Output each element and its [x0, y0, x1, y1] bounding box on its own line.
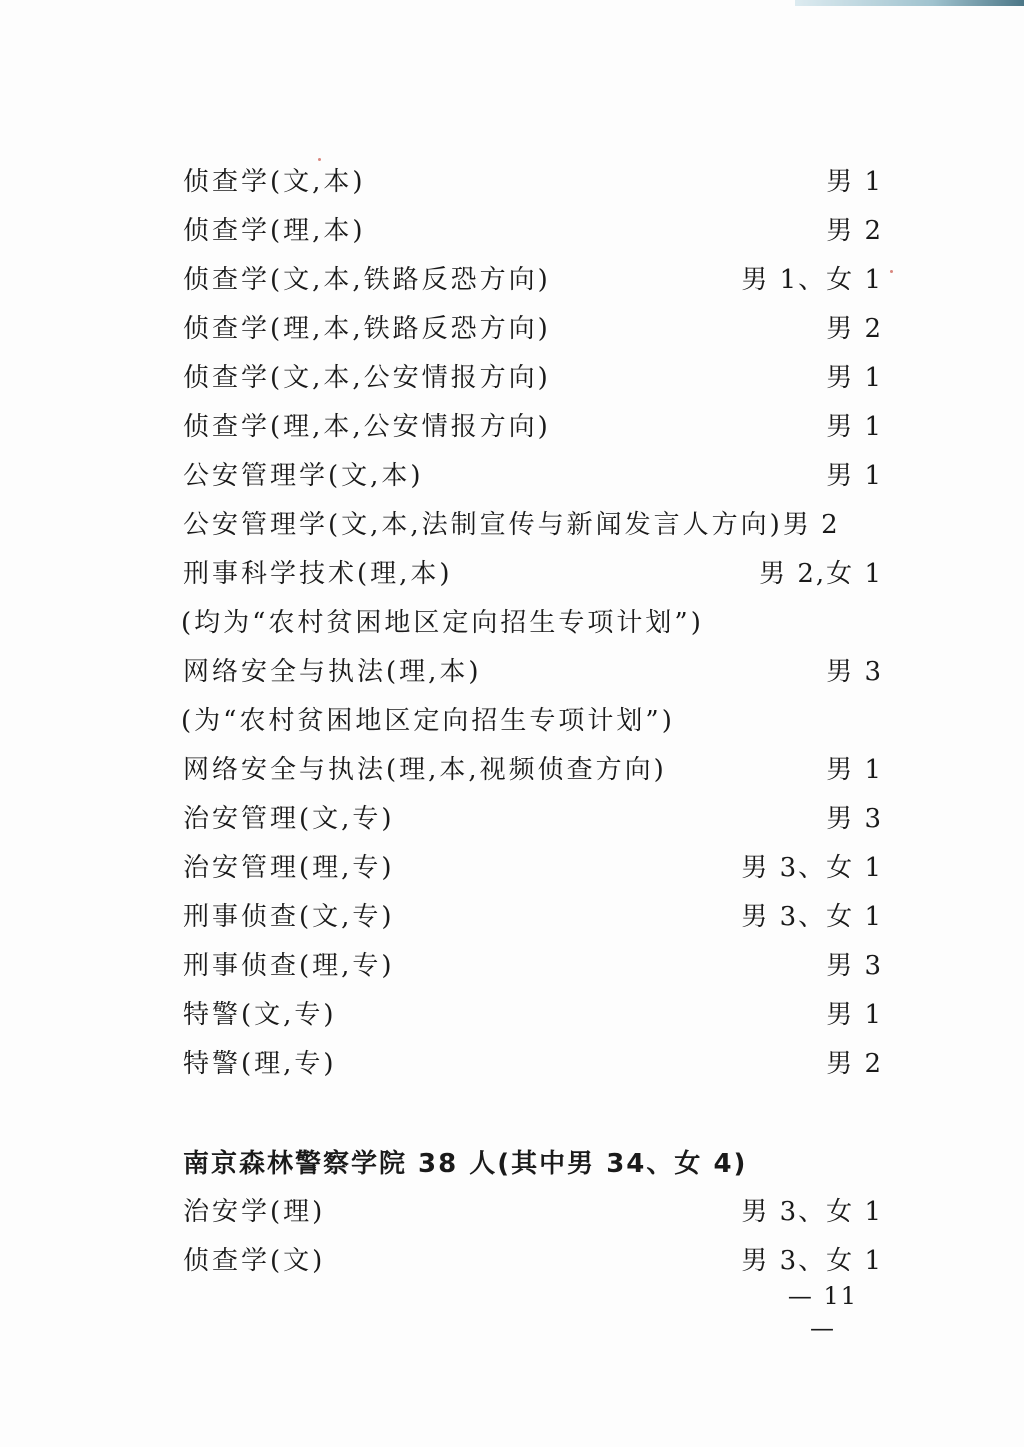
program-label: 刑事侦查(文,专): [183, 902, 395, 932]
plan-note: (为“农村贫困地区定向招生专项计划”): [181, 706, 675, 736]
program-label: 特警(文,专): [183, 1000, 337, 1030]
list-item: [183, 358, 883, 398]
list-item: [183, 456, 883, 496]
list-item: [183, 407, 883, 447]
list-item: [183, 799, 883, 839]
list-item: [183, 162, 883, 202]
program-label: 治安管理(文,专): [183, 804, 395, 834]
quota-value: 男 2: [782, 510, 840, 540]
quota-value: 男 1: [826, 167, 883, 197]
page-number: — 11 —: [787, 1282, 859, 1342]
quota-value: 男 3、女 1: [741, 902, 883, 932]
scan-speck: [890, 270, 893, 273]
list-item: [183, 211, 883, 251]
program-label: 侦查学(理,本): [183, 216, 366, 246]
quota-value: 男 2,女 1: [759, 559, 883, 589]
plan-note: (均为“农村贫困地区定向招生专项计划”): [181, 608, 704, 638]
list-item: [183, 946, 883, 986]
list-item: [183, 897, 883, 937]
program-label: 侦查学(文): [183, 1246, 326, 1276]
quota-value: 男 2: [826, 314, 883, 344]
list-item: [183, 554, 883, 594]
quota-value: 男 3: [826, 657, 883, 687]
institution-heading: 南京森林警察学院 38 人(其中男 34、女 4): [183, 1149, 748, 1179]
list-item: [183, 1044, 883, 1084]
scan-speck: [318, 158, 321, 161]
program-label: 刑事科学技术(理,本): [183, 559, 453, 589]
list-item: [183, 1192, 883, 1232]
list-item: [183, 505, 883, 545]
program-label: 治安学(理): [183, 1197, 326, 1227]
quota-value: 男 2: [826, 1049, 883, 1079]
program-label: 特警(理,专): [183, 1049, 337, 1079]
list-item: [183, 995, 883, 1035]
quota-value: 男 3: [826, 804, 883, 834]
scan-edge-mark: [795, 0, 1024, 6]
quota-value: 男 1: [826, 363, 883, 393]
quota-value: 男 3、女 1: [741, 853, 883, 883]
program-label: 治安管理(理,专): [183, 853, 395, 883]
program-label: 侦查学(理,本,铁路反恐方向): [183, 314, 551, 344]
quota-value: 男 1: [826, 412, 883, 442]
program-label: 网络安全与执法(理,本,视频侦查方向): [183, 755, 667, 785]
quota-value: 男 1、女 1: [741, 265, 883, 295]
list-item: [183, 309, 883, 349]
list-item: [183, 848, 883, 888]
quota-value: 男 1: [826, 461, 883, 491]
quota-value: 男 1: [826, 1000, 883, 1030]
list-item: [183, 260, 883, 300]
quota-value: 男 1: [826, 755, 883, 785]
list-item: [183, 1241, 883, 1281]
quota-value: 男 3: [826, 951, 883, 981]
program-label: 侦查学(文,本): [183, 167, 366, 197]
program-label: 网络安全与执法(理,本): [183, 657, 482, 687]
program-label: 侦查学(理,本,公安情报方向): [183, 412, 551, 442]
program-label: 公安管理学(文,本): [183, 461, 424, 491]
program-label: 侦查学(文,本,铁路反恐方向): [183, 265, 551, 295]
quota-value: 男 3、女 1: [741, 1197, 883, 1227]
program-label: 侦查学(文,本,公安情报方向): [183, 363, 551, 393]
quota-value: 男 2: [826, 216, 883, 246]
program-label: 公安管理学(文,本,法制宣传与新闻发言人方向): [183, 510, 783, 540]
program-label: 刑事侦查(理,专): [183, 951, 395, 981]
quota-value: 男 3、女 1: [741, 1246, 883, 1276]
list-item: [183, 652, 883, 692]
list-item: [183, 750, 883, 790]
